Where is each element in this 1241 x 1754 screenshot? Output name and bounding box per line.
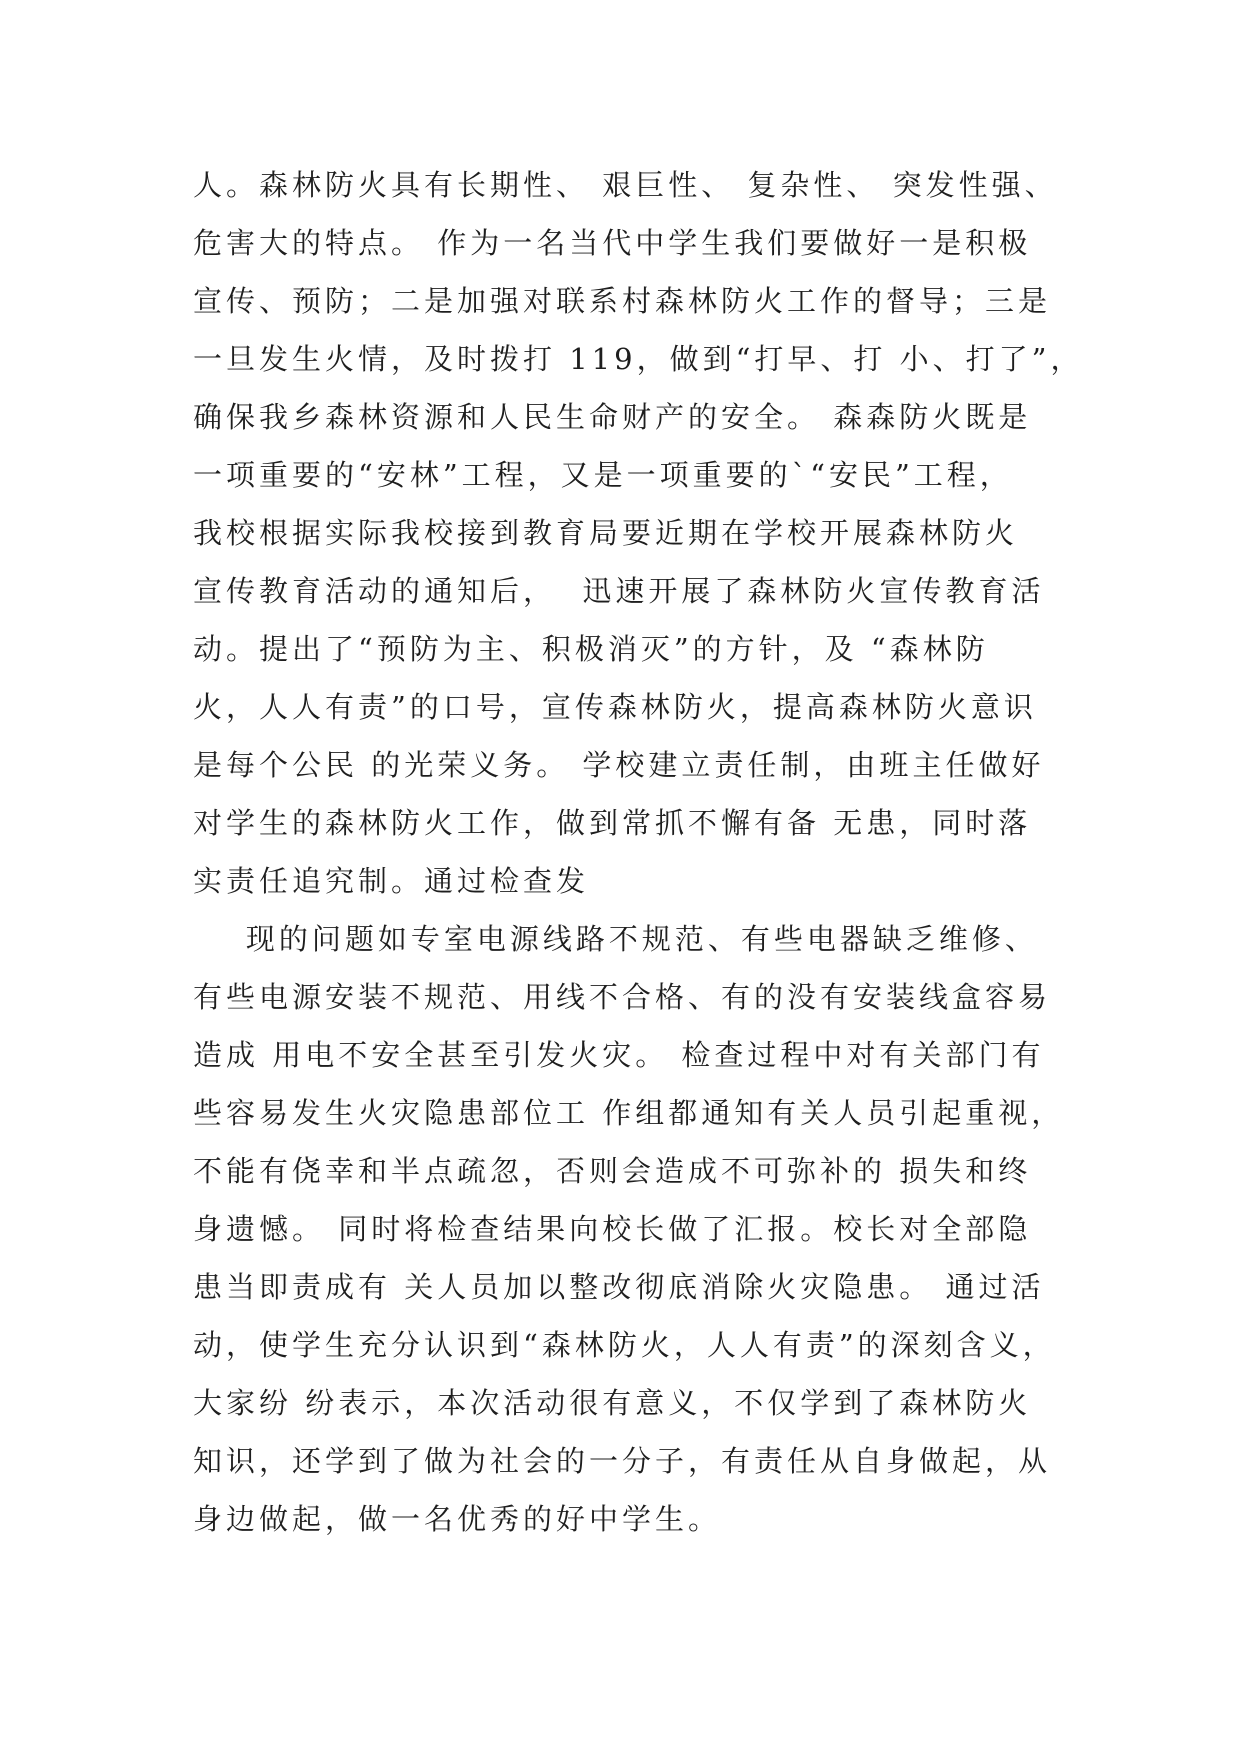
text-line: 一旦发生火情，及时拨打 119，做到“打早、打 小、打了”，: [193, 342, 1084, 376]
text-line: 身边做起，做一名优秀的好中学生。: [193, 1502, 722, 1536]
text-line: 宣传、预防；二是加强对联系村森林防火工作的督导；三是: [193, 284, 1052, 318]
text-line: 人。森林防火具有长期性、 艰巨性、 复杂性、 突发性强、: [193, 168, 1058, 202]
text-line: 我校根据实际我校接到教育局要近期在学校开展森林防火: [193, 516, 1019, 550]
paragraph-1: [193, 156, 1083, 910]
text-line: 现的问题如专室电源线路不规范、有些电器缺乏维修、: [193, 922, 1038, 956]
text-line: 身遗憾。 同时将检查结果向校长做了汇报。校长对全部隐: [193, 1212, 1032, 1246]
paragraph-2: [193, 910, 1064, 1548]
text-line: 是每个公民 的光荣义务。 学校建立责任制，由班主任做好: [193, 748, 1045, 782]
text-line: 大家纷 纷表示，本次活动很有意义，不仅学到了森林防火: [193, 1386, 1032, 1420]
text-line: 动，使学生充分认识到“森林防火，人人有责”的深刻含义，: [193, 1328, 1056, 1362]
text-line: 危害大的特点。 作为一名当代中学生我们要做好一是积极: [193, 226, 1032, 260]
text-line: 一项重要的“安林”工程，又是一项重要的`“安民”工程，: [193, 458, 1013, 492]
text-line: 宣传教育活动的通知后， 迅速开展了森林防火宣传教育活: [193, 574, 1045, 608]
text-line: 动。提出了“预防为主、积极消灭”的方针，及 “森林防: [193, 632, 989, 666]
text-line: 对学生的森林防火工作，做到常抓不懈有备 无患，同时落: [193, 806, 1032, 840]
text-line: 些容易发生火灾隐患部位工 作组都通知有关人员引起重视，: [193, 1096, 1065, 1130]
text-line: 实责任追究制。通过检查发: [193, 864, 590, 898]
text-line: 知识，还学到了做为社会的一分子，有责任从自身做起，从: [193, 1444, 1052, 1478]
text-line: 确保我乡森林资源和人民生命财产的安全。 森森防火既是: [193, 400, 1032, 434]
text-line: 有些电源安装不规范、用线不合格、有的没有安装线盒容易: [193, 980, 1052, 1014]
text-line: 不能有侥幸和半点疏忽，否则会造成不可弥补的 损失和终: [193, 1154, 1032, 1188]
text-line: 造成 用电不安全甚至引发火灾。 检查过程中对有关部门有: [193, 1038, 1045, 1072]
text-line: 患当即责成有 关人员加以整改彻底消除火灾隐患。 通过活: [193, 1270, 1045, 1304]
text-line: 火，人人有责”的口号，宣传森林防火，提高森林防火意识: [193, 690, 1037, 724]
